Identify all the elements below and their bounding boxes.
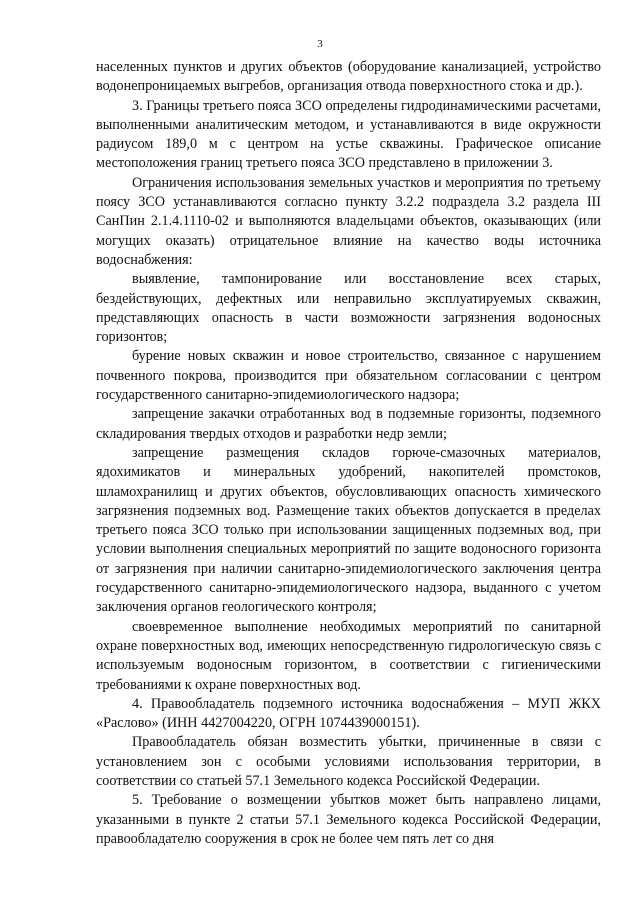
paragraph-land-restrictions: Ограничения использования земельных участков и мероприятия по третьему поясу ЗСО устанавливаются согласно пункту 3.2.2 подраздела 3.2 раздела III СанПин 2.1.4.1110-02 и выполняются владельцами объектов, оказывающих (или могущих оказать) отрицательное влияние на качество воды источника водоснабжения: [96, 174, 601, 268]
paragraph-compensation-claim: 5. Требование о возмещении убытков может быть направлено лицами, указанными в пункте 2 статьи 57.1 Земельного кодекса Российской Федерации, правообладателю сооружения в срок не более чем пять лет со дня [96, 792, 601, 847]
paragraph-wells-identification: выявление, тампонирование или восстановление всех старых, бездействующих, дефектных или неправильно эксплуатируемых скважин, представляющих опасность в части возможности загрязнения водоносных горизонтов; [96, 271, 601, 346]
paragraph-compensation-duty: Правообладатель обязан возместить убытки, причиненные в связи с установлением зон с особыми условиями использования территории, в соответствии со статьей 57.1 Земельного кодекса Российской Федерации. [96, 734, 601, 789]
paragraph-zone-boundary: 3. Границы третьего пояса ЗСО определены гидродинамическими расчетами, выполненными аналитическим методом, и устанавливаются в виде окружности радиусом 189,0 м с центром на устье скважины. Графическое описание местоположения границ третьего пояса ЗСО представлено в приложении 3. [96, 97, 601, 172]
paragraph-storage-ban: запрещение размещения складов горюче-смазочных материалов, ядохимикатов и минеральных удобрений, накопителей промстоков, шламохранилищ и других объектов, обусловливающих опасность химического загрязнения подземных вод. Размещение таких объектов допускается в пределах третьего пояса ЗСО только при использовании защищенных подземных вод, при условии выполнения специальных мероприятий по защите водоносного горизонта от загрязнения при наличии санитарно-эпидемиологического заключения центра государственного санитарно-эпидемиологического надзора, выданного с учетом заключения органов геологического контроля; [96, 444, 601, 616]
paragraph-continuation: населенных пунктов и других объектов (оборудование канализацией, устройство водонепроницаемых выгребов, организация отвода поверхностного стока и др.). [96, 59, 601, 95]
paragraph-rights-holder: 4. Правообладатель подземного источника водоснабжения – МУП ЖКХ «Раслово» (ИНН 4427004220, ОГРН 1074439000151). [96, 695, 601, 732]
page-number: 3 [317, 38, 323, 50]
paragraph-surface-water: своевременное выполнение необходимых мероприятий по санитарной охране поверхностных вод, имеющих непосредственную гидрологическую связь с используемым водоносным горизонтом, в соответствии с гигиеническими требованиями к охране поверхностных вод. [96, 618, 601, 693]
paragraph-drilling: бурение новых скважин и новое строительство, связанное с нарушением почвенного покрова, производится при обязательном согласовании с центром государственного санитарно-эпидемиологического надзора; [96, 348, 601, 404]
document-body [96, 58, 601, 849]
paragraph-injection-ban: запрещение закачки отработанных вод в подземные горизонты, подземного складирования твердых отходов и разработки недр земли; [96, 406, 601, 442]
